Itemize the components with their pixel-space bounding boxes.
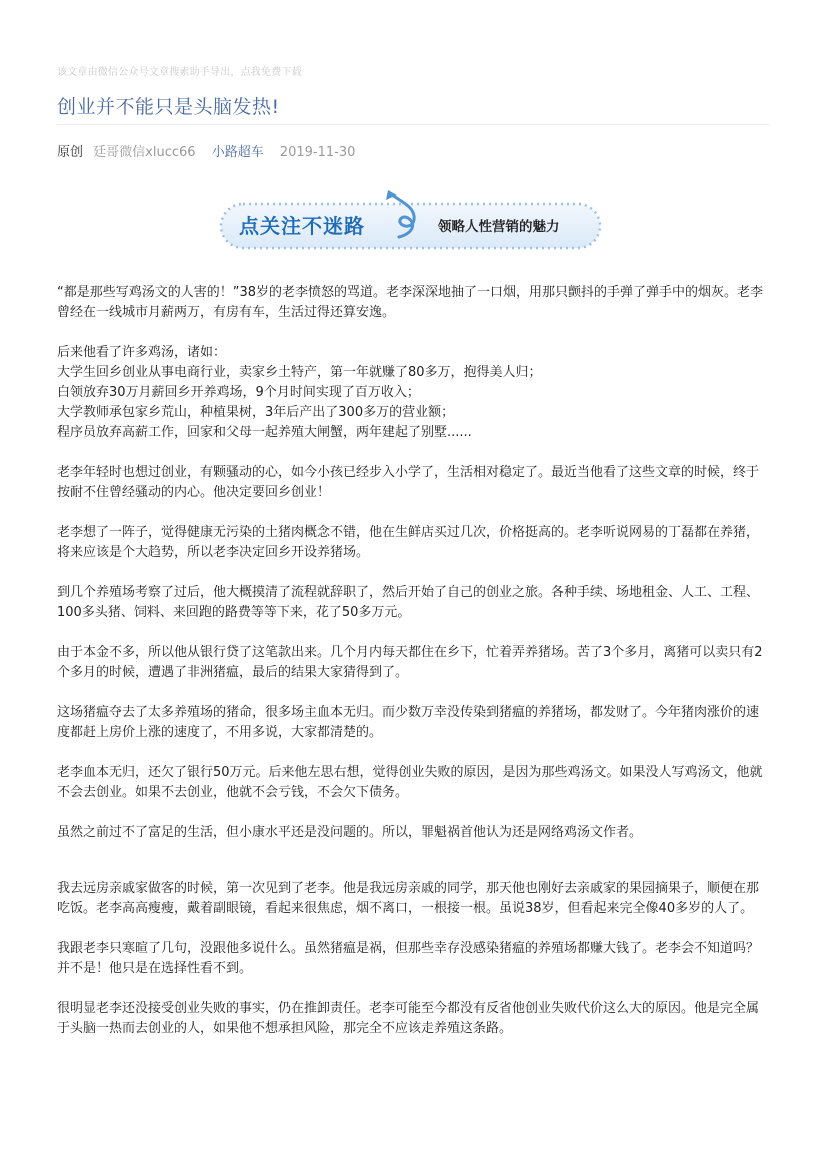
paragraph: 虽然之前过不了富足的生活，但小康水平还是没问题的。所以，罪魁祸首他认为还是网络鸡汤文作者。: [57, 825, 643, 840]
list-item: 大学生回乡创业从事电商行业，卖家乡土特产，第一年就赚了80多万，抱得美人归；: [57, 365, 542, 380]
banner-right-text: 领略人性营销的魅力: [438, 219, 560, 235]
list-block: [57, 343, 769, 443]
publish-date: 2019-11-30: [279, 145, 356, 160]
article-body: [57, 283, 769, 1059]
export-notice-link[interactable]: 该文章由微信公众号文章搜索助手导出，点我免费下载: [57, 67, 302, 78]
paragraph: 我跟老李只寒暄了几句，没跟他多说什么。虽然猪瘟是祸，但那些幸存没感染猪瘟的养殖场都赚大钱了。老李会不知道吗？并不是！他只是在选择性看不到。: [57, 941, 760, 976]
paragraph: 到几个养殖场考察了过后，他大概摸清了流程就辞职了，然后开始了自己的创业之旅。各种手续、场地租金、人工、工程、100多头猪、饲料、来回跑的路费等等下来，花了50多万元。: [57, 585, 760, 620]
list-item: 程序员放弃高薪工作，回家和父母一起养殖大闸蟹，两年建起了别墅......: [57, 425, 472, 440]
banner-left-text: 点关注不迷路: [239, 214, 365, 238]
article-meta: [57, 141, 355, 160]
paragraph: 老李血本无归，还欠了银行50万元。后来他左思右想，觉得创业失败的原因，是因为那些鸡汤文。如果没人写鸡汤文，他就不会去创业。如果不去创业，他就不会亏钱，不会欠下债务。: [57, 765, 763, 800]
paragraph: 后来他看了许多鸡汤，诸如：: [57, 345, 227, 360]
paragraph: “都是那些写鸡汤文的人害的！”38岁的老李愤怒的骂道。老李深深地抽了一口烟，用那只颤抖的手弹了弹手中的烟灰。老李曾经在一线城市月薪两万，有房有车，生活过得还算安逸。: [57, 285, 764, 320]
title-divider: [57, 124, 770, 125]
original-tag: 原创: [57, 145, 84, 160]
author-name: 廷哥微信xlucc66: [93, 145, 196, 160]
list-item: 大学教师承包家乡荒山，种植果树，3年后产出了300多万的营业额；: [57, 405, 455, 420]
paragraph: 这场猪瘟夺去了太多养殖场的猪命，很多场主血本无归。而少数万幸没传染到猪瘟的养猪场，都发财了。今年猪肉涨价的速度都赶上房价上涨的速度了，不用多说，大家都清楚的。: [57, 705, 760, 740]
paragraph: 由于本金不多，所以他从银行贷了这笔款出来。几个月内每天都住在乡下，忙着弄养猪场。苦了3个多月，离猪可以卖只有2个多月的时候，遭遇了非洲猪瘟，最后的结果大家猜得到了。: [57, 645, 763, 680]
paragraph: 很明显老李还没接受创业失败的事实，仍在推卸责任。老李可能至今都没有反省他创业失败代价这么大的原因。他是完全属于头脑一热而去创业的人，如果他不想承担风险，那完全不应该走养殖这条路。: [57, 1001, 760, 1036]
follow-banner: [218, 187, 603, 253]
paragraph: 我去远房亲戚家做客的时候，第一次见到了老李。他是我远房亲戚的同学，那天他也刚好去亲戚家的果园摘果子，顺便在那吃饭。老李高高瘦瘦，戴着副眼镜，看起来很焦虑，烟不离口，一根接一根。虽说38岁，但看起来完全像40多岁的人了。: [57, 881, 760, 916]
paragraph: 老李想了一阵子，觉得健康无污染的土猪肉概念不错，他在生鲜店买过几次，价格挺高的。老李听说网易的丁磊都在养猪，将来应该是个大趋势，所以老李决定回乡开设养猪场。: [57, 525, 760, 560]
article-title: 创业并不能只是头脑发热!: [57, 96, 280, 118]
list-item: 白领放弃30万月薪回乡开养鸡场，9个月时间实现了百万收入；: [57, 385, 420, 400]
account-link[interactable]: 小路超车: [211, 145, 264, 160]
paragraph: 老李年轻时也想过创业，有颗骚动的心，如今小孩已经步入小学了，生活相对稳定了。最近当他看了这些文章的时候，终于按耐不住曾经骚动的内心。他决定要回乡创业！: [57, 465, 760, 500]
